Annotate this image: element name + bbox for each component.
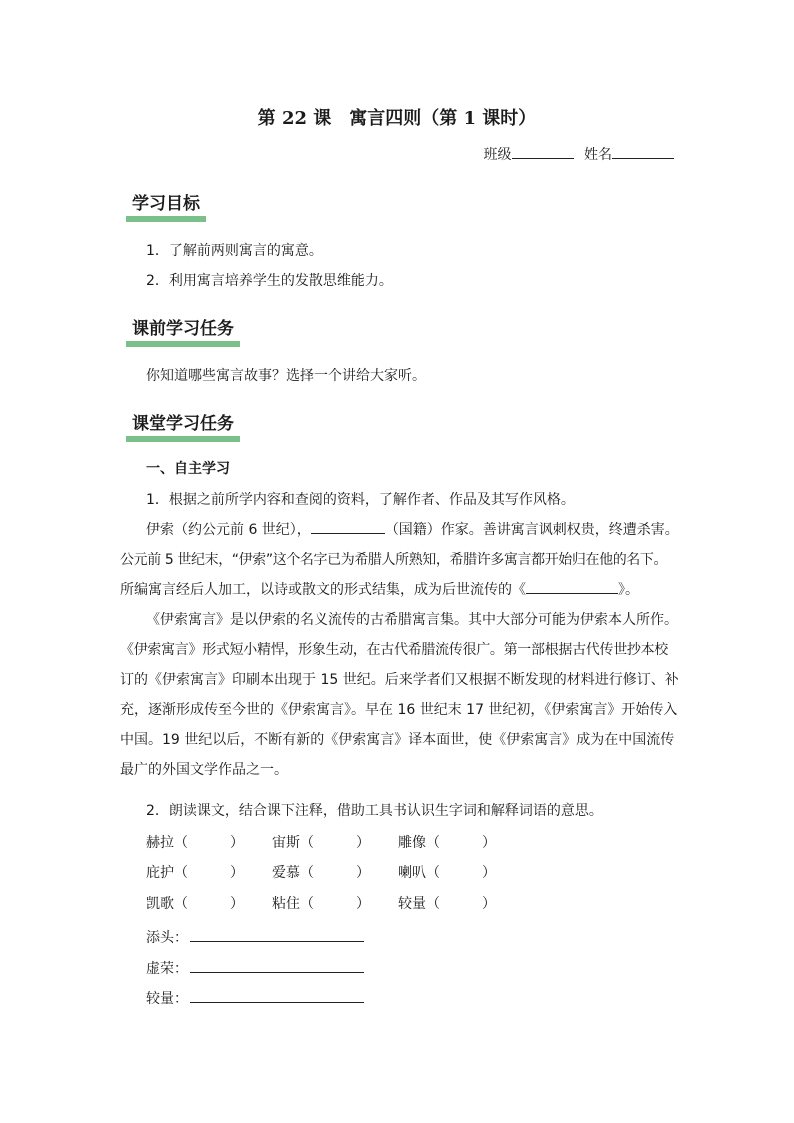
aesop-line-3: 所编寓言经后人加工，以诗或散文的形式结集，成为后世流传的《 》。 (120, 579, 639, 599)
word-pinyin-item[interactable]: 较量（ ） (398, 896, 496, 912)
fables-paragraph-line: 《伊索寓言》是以伊索的名义流传的古希腊寓言集。其中大部分可能为伊索本人所作。 (146, 612, 678, 628)
word-pinyin-item[interactable]: 雕像（ ） (398, 835, 496, 851)
aesop-line-2: 公元前 5 世纪末，“伊索”这个名字已为希腊人所熟知，希腊许多寓言都开始归在他的名下。 (120, 552, 668, 568)
page-title: 第 22 课 寓言四则（第 1 课时） (257, 108, 537, 129)
class-label: 班级 (483, 147, 512, 163)
word-pinyin-item[interactable]: 赫拉（ ） (146, 835, 244, 851)
objectives-heading: 学习目标 (126, 192, 206, 222)
aesop-line-1: 伊索（约公元前 6 世纪）， （国籍）作家。善讲寓言讽刺权贵，终遭杀害。 (146, 519, 679, 539)
book-title-blank[interactable] (526, 579, 618, 594)
nationality-blank[interactable] (311, 519, 385, 534)
class-blank[interactable] (512, 144, 574, 159)
fables-paragraph-line: 订的《伊索寓言》印刷本出现于 15 世纪。后来学者们又根据不断发现的材料进行修订、补 (120, 672, 679, 688)
fables-paragraph-line: 充，逐渐形成传至今世的《伊索寓言》。早在 16 世纪末 17 世纪初，《伊索寓言》开始传入 (120, 702, 678, 718)
class-name-fields (484, 144, 674, 164)
word-pinyin-item[interactable]: 庇护（ ） (146, 865, 244, 881)
gloss-label: 虚荣： (146, 961, 188, 977)
gloss-blank[interactable] (190, 1001, 364, 1003)
word-pinyin-item[interactable]: 凯歌（ ） (146, 896, 244, 912)
word-pinyin-item[interactable]: 喇叭（ ） (398, 865, 496, 881)
fables-paragraph-line: 中国。19 世纪以后，不断有新的《伊索寓言》译本面世，使《伊索寓言》成为在中国流传 (120, 732, 675, 748)
name-blank[interactable] (612, 144, 674, 159)
fables-paragraph-line: 最广的外国文学作品之一。 (120, 762, 288, 778)
objective-item: 2．利用寓言培养学生的发散思维能力。 (146, 273, 393, 289)
self-study-subheading: 一、自主学习 (146, 461, 230, 477)
objective-item: 1．了解前两则寓言的寓意。 (146, 243, 323, 259)
gloss-blank[interactable] (190, 971, 364, 973)
gloss-label: 较量： (146, 991, 188, 1007)
word-pinyin-item[interactable]: 宙斯（ ） (272, 835, 370, 851)
word-pinyin-item[interactable]: 粘住（ ） (272, 896, 370, 912)
pre-class-heading: 课前学习任务 (126, 317, 240, 347)
question-1: 1．根据之前所学内容和查阅的资料，了解作者、作品及其写作风格。 (146, 492, 575, 508)
gloss-blank[interactable] (190, 940, 364, 942)
word-pinyin-item[interactable]: 爱慕（ ） (272, 865, 370, 881)
name-label: 姓名 (584, 147, 612, 163)
in-class-heading: 课堂学习任务 (126, 412, 240, 442)
question-2: 2．朗读课文，结合课下注释，借助工具书认识生字词和解释词语的意思。 (146, 803, 603, 819)
gloss-label: 添头： (146, 930, 188, 946)
pre-class-task: 你知道哪些寓言故事？选择一个讲给大家听。 (146, 368, 426, 384)
fables-paragraph-line: 《伊索寓言》形式短小精悍，形象生动，在古代希腊流传很广。第一部根据古代传世抄本校 (120, 642, 668, 658)
